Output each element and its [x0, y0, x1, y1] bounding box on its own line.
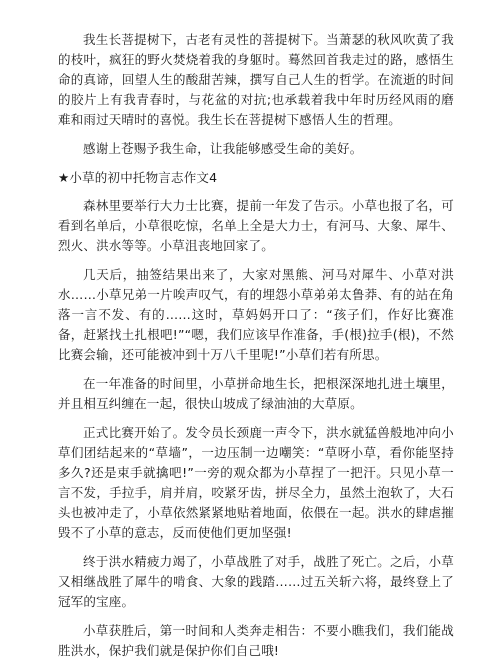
paragraph: 我生长菩提树下，古老有灵性的菩提树下。当萧瑟的秋风吹黄了我的枝叶，疯狂的野火焚烧着我的身躯时。蓦然回首我走过的路，感悟生命的真谛，回望人生的酸甜苦辣，撰写自己人生的哲学。在流逝的时间的胶片上有我青春时，与花盆的对抗;也承载着我中年时历经风雨的磨难和雨过天晴时的喜悦。我生长在菩提树下感悟人生的哲理。: [58, 32, 454, 127]
section-heading: ★小草的初中托物言志作文4: [58, 170, 218, 185]
document-page: [58, 30, 454, 670]
paragraph: 几天后，抽签结果出来了，大家对黑熊、河马对犀牛、小草对洪水……小草兄弟一片唉声叹气，有的埋怨小草弟弟太鲁莽、有的站在角落一言不发、有的……这时，草妈妈开口了：“孩子们，作好比赛准备，赶紧找土扎根吧!”“嗯，我们应该早作准备，手(根)拉手(根)，不然比赛会输，还可能被冲到十万八千里呢!”小草们若有所思。: [58, 267, 454, 362]
paragraph: 在一年准备的时间里，小草拼命地生长，把根深深地扎进土壤里，并且相互纠缠在一起，很快山坡成了绿油油的大草原。: [58, 376, 454, 411]
paragraph: 小草获胜后，第一时间和人类奔走相告：不要小瞧我们，我们能战胜洪水，保护我们就是保护你们自己哦!: [58, 623, 454, 658]
paragraph: 感谢上苍赐予我生命，让我能够感受生命的美好。: [83, 141, 363, 156]
paragraph: 森林里要举行大力士比赛，提前一年发了告示。小草也报了名，可看到名单后，小草很吃惊，名单上全是大力士，有河马、大象、犀牛、烈火、洪水等等。小草沮丧地回家了。: [58, 198, 454, 253]
paragraph: 终于洪水精疲力竭了，小草战胜了对手，战胜了死亡。之后，小草又相继战胜了犀牛的啃食、大象的践踏……过五关斩六将，最终登上了冠军的宝座。: [58, 554, 454, 609]
paragraph: 正式比赛开始了。发令员长颈鹿一声令下，洪水就猛兽般地冲向小草们团结起来的“草墙”，一边压制一边嘲笑：“草呀小草，看你能坚持多久?还是束手就擒吧!”一旁的观众都为小草捏了一把汗。只见小草一言不发，手拉手，肩并肩，咬紧牙齿，拼尽全力，虽然土泡软了，大石头也被冲走了，小草依然紧紧地贴着地面，依偎在一起。洪水的肆虐摧毁不了小草的意志，反而使他们更加坚强!: [58, 425, 454, 540]
